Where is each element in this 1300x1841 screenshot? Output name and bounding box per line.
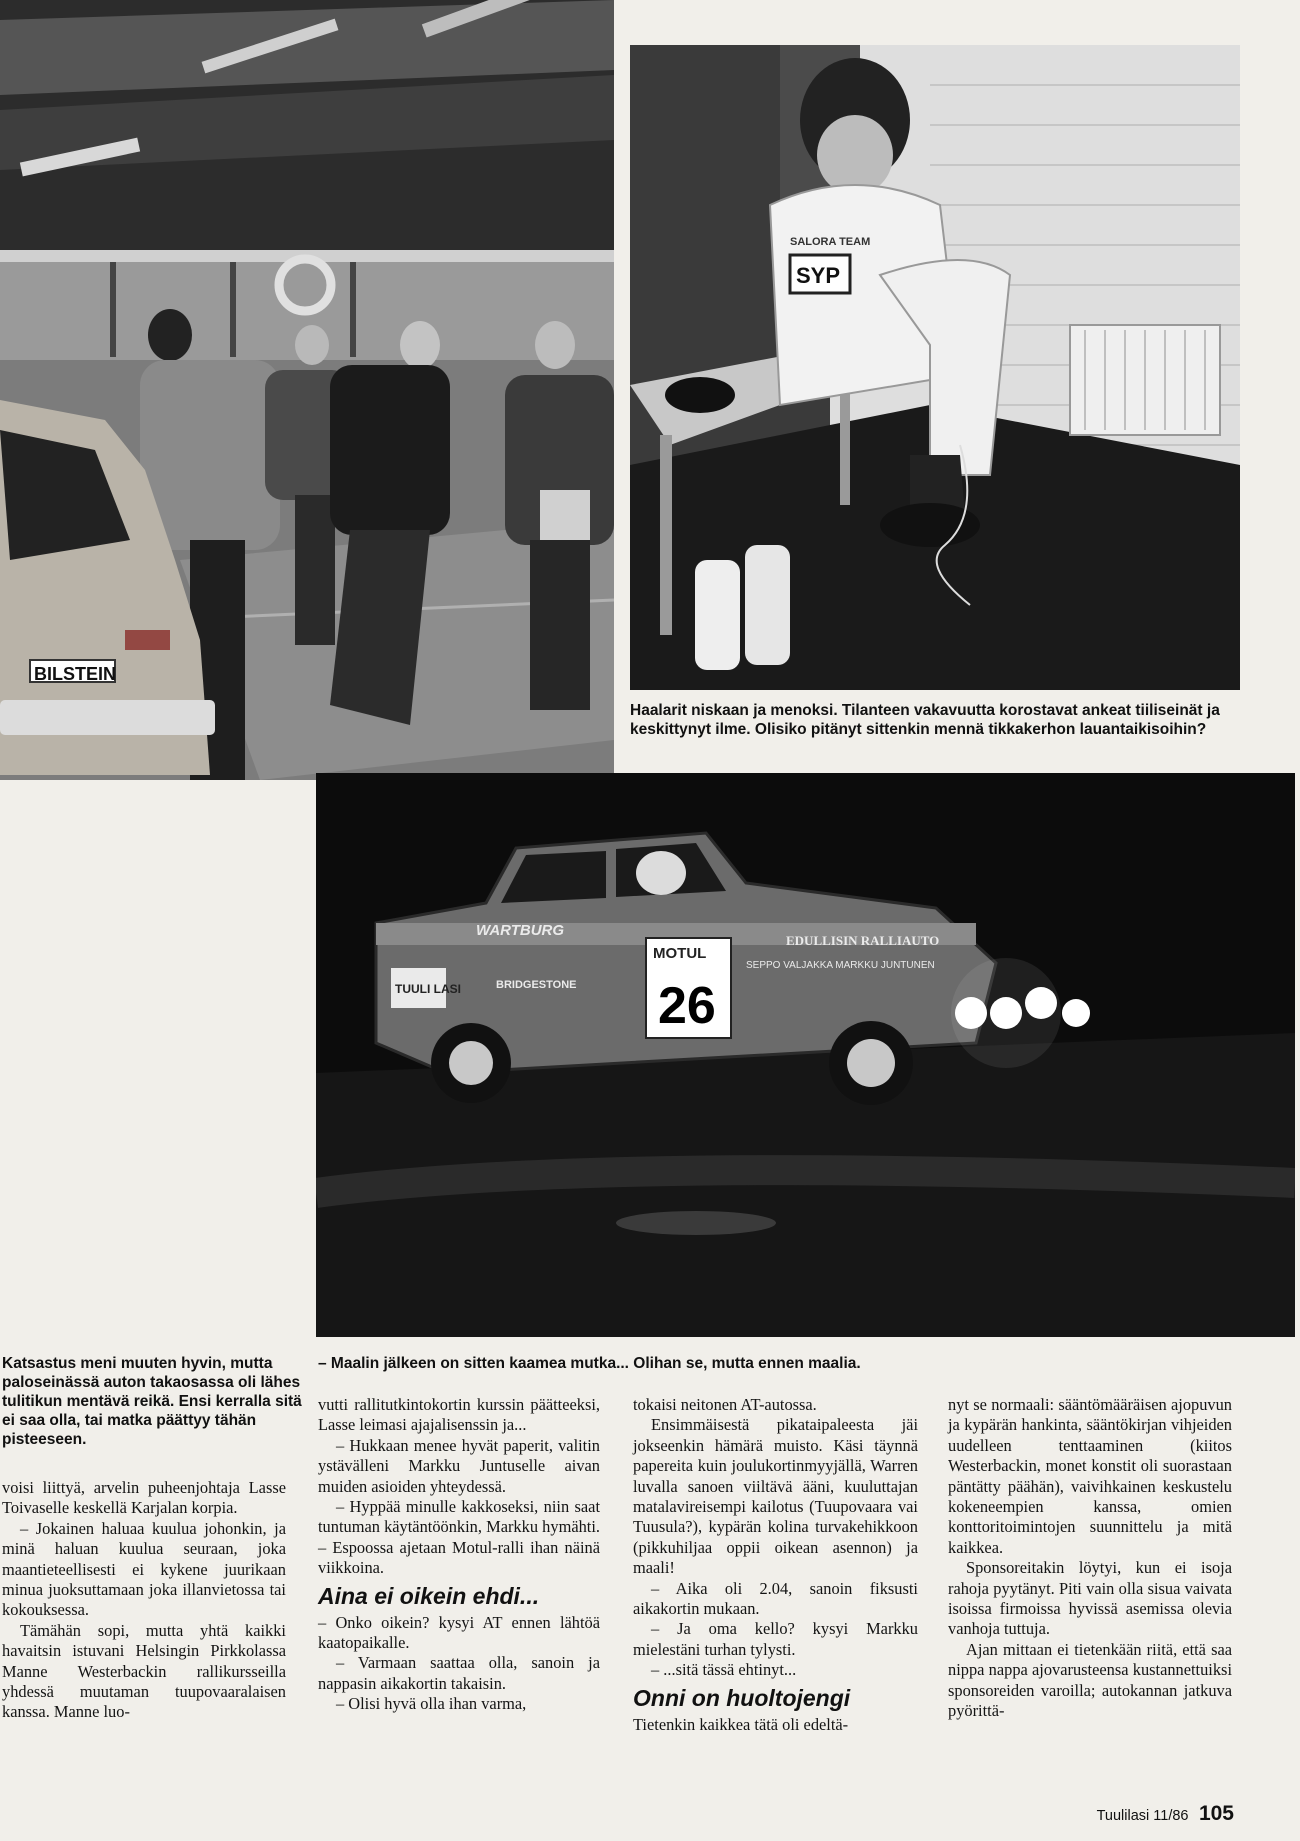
text-column-1 [2, 1478, 286, 1723]
paragraph: Ensimmäisestä pikataipaleesta jäi jokseenkin hämärä muisto. Käsi täynnä papereita kuin joulukortinmyyjällä, Warren luvalla sanoen viiltävä ääni, kuuluttajan matalavireisempi kailotus (Tuupovaara vai Tuusula?), kypärän kolina turvakehikkoon (pikkuhiljaa oppii oikean asennon) ja maali! [633, 1415, 918, 1578]
suit-team-patch: SALORA TEAM [790, 236, 871, 248]
paragraph: – Onko oikein? kysyi AT ennen lähtöä kaatopaikalle. [318, 1612, 600, 1653]
magazine-issue: Tuulilasi 11/86 [1096, 1808, 1189, 1824]
paragraph: Tämähän sopi, mutta yhtä kaikki havaitsin istuvani Helsingin Pirkkolassa Manne Westerbackin rallikursseilla yhdessä muutaman tuupovaaralaisen kanssa. Manne luo- [2, 1620, 286, 1722]
paragraph: – Varmaan saattaa olla, sanoin ja nappasin aikakortin takaisin. [318, 1653, 600, 1693]
paragraph: – Jokainen haluaa kuulua johonkin, ja minä haluan kuulua seuraan, joka maantieteellisesti ei kykene juurikaan minua juoksuttamaan joka illanvietossa tai kokouksessa. [2, 1518, 286, 1620]
rally-car-caption: – Maalin jälkeen on sitten kaamea mutka... Olihan se, mutta ennen maalia. [318, 1355, 861, 1372]
car-banner: EDULLISIN RALLIAUTO [786, 933, 940, 948]
paragraph: vutti rallitutkintokortin kurssin päätteeksi, Lasse leimasi ajajalisenssin ja... [318, 1395, 600, 1435]
locker-room-caption: Haalarit niskaan ja menoksi. Tilanteen vakavuutta korostavat ankeat tiiliseinät ja keskittynyt ilme. Olisiko pitänyt sittenkin mennä tikkakerhon lauantaikisoihin? [630, 702, 1220, 738]
paragraph: – ...sitä tässä ehtinyt... [651, 1660, 797, 1680]
paragraph: nyt se normaali: sääntömääräisen ajopuvun ja kypärän hankinta, sääntökirjan vihjeiden uudelleen tenttaaminen (kiitos Westerbackin, monet konstit oli suorastaan päntätty päähän), vaivihkainen keskustelu kokeneempien kanssa, omien konttoritoimintojen suunnittelu ja mitä kaikkea. [948, 1395, 1232, 1557]
paragraph: – Aika oli 2.04, sanoin fiksusti aikakortin mukaan. [633, 1578, 918, 1619]
subheading-aina-ei-oikein-ehdi: Aina ei oikein ehdi... [318, 1582, 540, 1609]
tuulilasi-sponsor: TUULI LASI [395, 982, 461, 996]
paragraph: Tietenkin kaikkea tätä oli edeltä- [633, 1714, 849, 1734]
tyre-sponsor: BRIDGESTONE [496, 979, 577, 991]
locker-room-photo [630, 45, 1240, 690]
paragraph: – Ja oma kello? kysyi Markku mielestäni turhan tylysti. [633, 1619, 918, 1659]
car-brand: WARTBURG [476, 922, 565, 939]
paragraph: Ajan mittaan ei tietenkään riitä, että saa nippa nappa ajovarusteensa kustannettuiksi sponsoreiden varoilla; autokannan jatkuva pyörittä- [948, 1639, 1232, 1721]
paragraph: – Olisi hyvä olla ihan varma, [336, 1694, 527, 1714]
start-number: 26 [658, 977, 716, 1035]
subheading-onni-on-huoltojengi: Onni on huoltojengi [633, 1684, 851, 1711]
drivers-names: SEPPO VALJAKKA MARKKU JUNTUNEN [746, 960, 935, 971]
paragraph: voisi liittyä, arvelin puheenjohtaja Lasse Toivaselle keskellä Karjalan korpia. [2, 1478, 286, 1518]
inspection-caption: Katsastus meni muuten hyvin, mutta paloseinässä auton takaosassa oli lähes tulitikun mentävä reikä. Ensi kerralla sitä ei saa olla, tai matka päättyy tähän pisteeseen. [2, 1355, 302, 1448]
paragraph: Sponsoreitakin löytyi, kun ei isoja rahoja pyytänyt. Piti vain olla sisua vaivata isoissa firmoissa hyvissä asemissa olevia vanhoja tuttuja. [948, 1558, 1232, 1639]
rally-car-photo [316, 773, 1295, 1337]
paragraph: – Hukkaan menee hyvät paperit, valitin ystävälleni Markku Juntuselle aivan muiden asioiden yhteydessä. [318, 1435, 600, 1496]
suit-sponsor-patch: SYP [796, 263, 841, 288]
bilstein-badge: BILSTEIN [34, 664, 117, 684]
paragraph: tokaisi neitonen AT-autossa. [633, 1395, 817, 1414]
page-number: 105 [1198, 1802, 1234, 1825]
inspection-hall-photo [0, 0, 614, 780]
page-footer [1097, 1802, 1234, 1826]
text-column-4 [948, 1395, 1232, 1722]
text-column-2 [318, 1395, 600, 1715]
paragraph: – Hyppää minulle kakkoseksi, niin saat tuntuman käytäntöönkin, Markku hymähti. – Espoossa ajetaan Motul-ralli ihan näinä viikkoina. [318, 1497, 600, 1578]
door-sponsor: MOTUL [653, 945, 707, 962]
text-column-3 [633, 1395, 918, 1735]
